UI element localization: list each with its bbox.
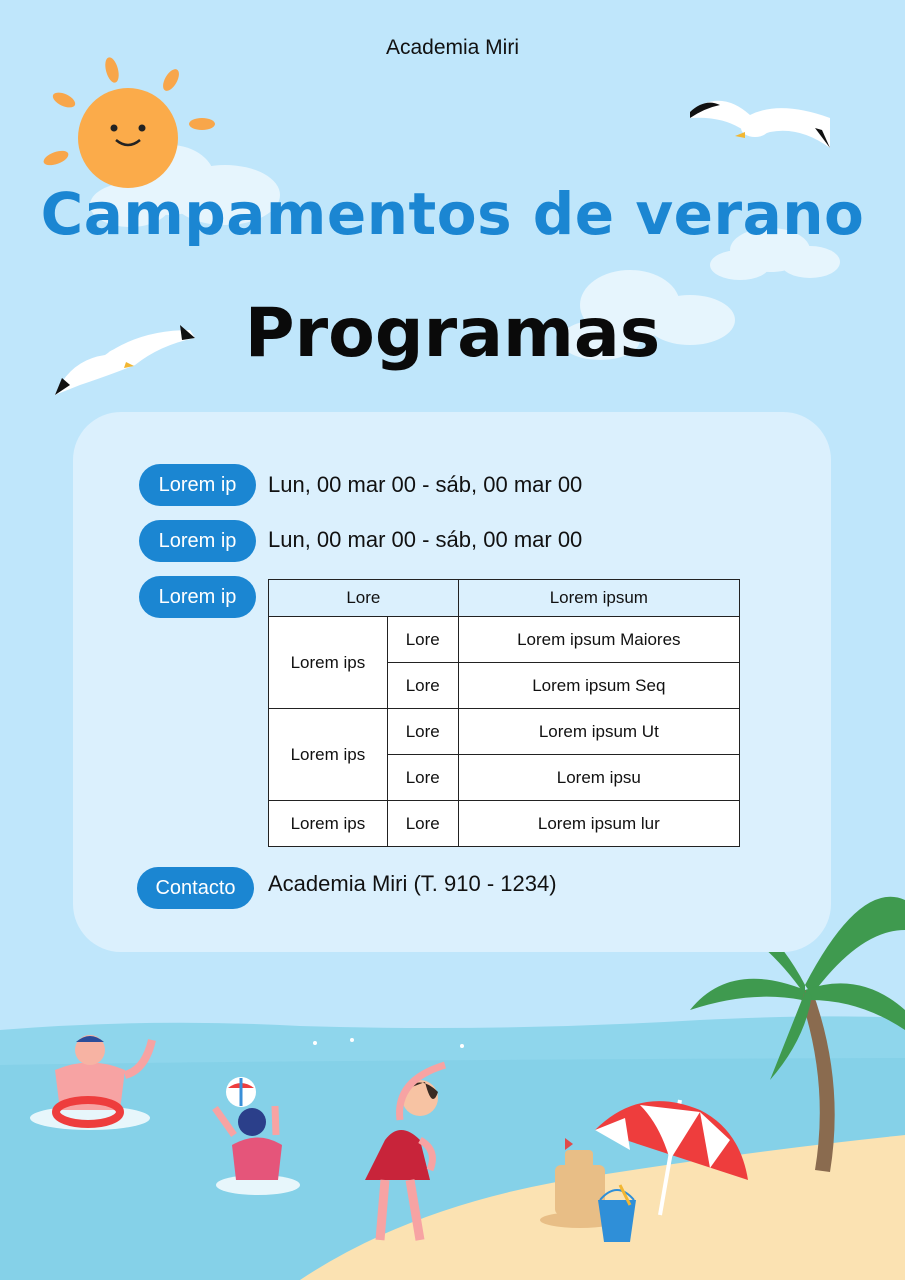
table-row [269,709,740,755]
table-cell: Lore [387,801,458,847]
row-label: Lorem ip [139,520,256,562]
table-cell: Lorem ipsum Maiores [458,617,739,663]
table-cell: Lorem ipsum Seq [458,663,739,709]
table-group-cell: Lorem ips [269,709,388,801]
row-label: Lorem ip [139,464,256,506]
brand-name: Academia Miri [385,36,520,59]
contact-text: Academia Miri (T. 910 - 1234) [268,871,557,896]
seagull-icon [690,101,830,148]
table-header-cell: Lore [269,580,459,617]
row-label: Lorem ip [139,576,256,618]
table-group-cell: Lorem ips [269,801,388,847]
table-cell: Lorem ipsum Ut [458,709,739,755]
table-row [269,801,740,847]
table-cell: Lore [387,617,458,663]
schedule-table [268,579,740,847]
table-group-cell: Lorem ips [269,617,388,709]
contact-label: Contacto [137,867,254,909]
table-cell: Lore [387,663,458,709]
table-cell: Lore [387,709,458,755]
table-cell: Lorem ipsu [458,755,739,801]
page-title: Campamentos de verano [40,180,865,248]
table-header-row [269,580,740,617]
row-dates: Lun, 00 mar 00 - sáb, 00 mar 00 [268,472,583,497]
table-cell: Lore [387,755,458,801]
table-cell: Lorem ipsum lur [458,801,739,847]
table-header-cell: Lorem ipsum [458,580,739,617]
page-subtitle: Programas [244,294,661,373]
row-dates: Lun, 00 mar 00 - sáb, 00 mar 00 [268,527,583,552]
table-row [269,617,740,663]
